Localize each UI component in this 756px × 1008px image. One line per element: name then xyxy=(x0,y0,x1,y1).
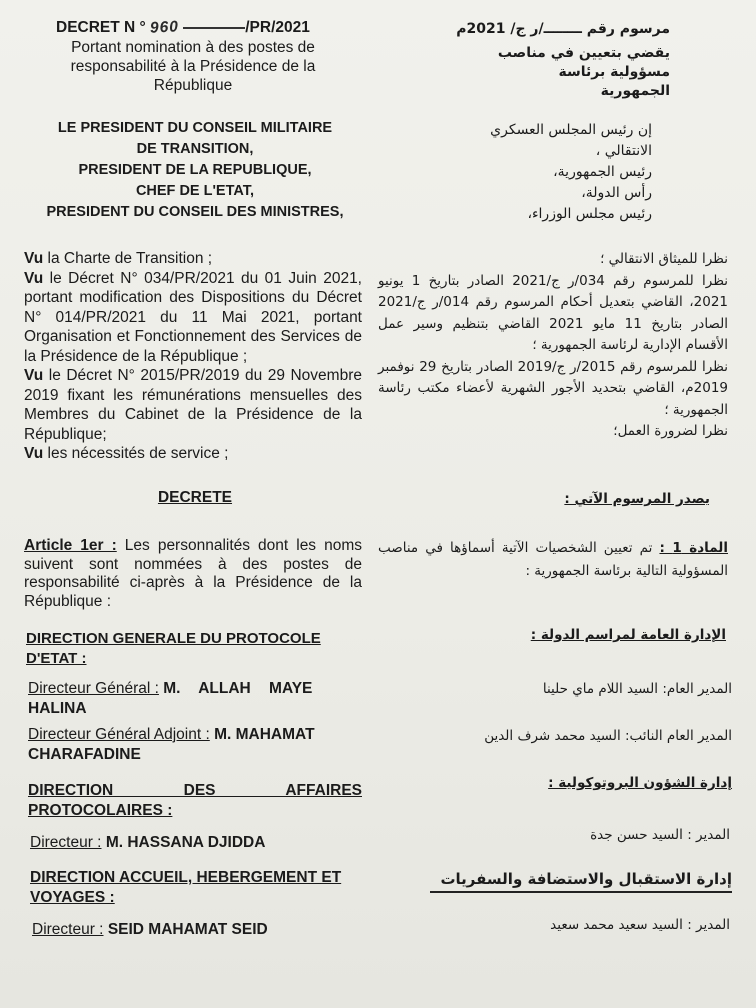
section-title-protocole-ar: الإدارة العامة لمراسم الدولة : xyxy=(530,627,726,643)
person-name: M. MAHAMAT CHARAFADINE xyxy=(28,726,315,763)
president-line-ar: رئيس الجمهورية، xyxy=(553,164,652,180)
role-label: Directeur : xyxy=(32,921,104,938)
entry-directeur-accueil-fr xyxy=(32,920,362,939)
president-line-ar: الانتقالي ، xyxy=(595,143,652,159)
president-line-ar: إن رئيس المجلس العسكري xyxy=(490,122,652,138)
section-title-affaires-fr: DIRECTION DES AFFAIRES PROTOCOLAIRES : xyxy=(28,782,362,819)
entry-directeur-accueil-ar: المدير : السيد سعيد محمد سعيد xyxy=(550,917,730,933)
role-label: Directeur : xyxy=(30,834,102,851)
president-line: LE PRESIDENT DU CONSEIL MILITAIRE xyxy=(57,120,333,136)
president-title-ar xyxy=(470,120,652,225)
president-line: DE TRANSITION, xyxy=(136,141,254,157)
article-1-label-ar: المادة 1 : xyxy=(659,540,728,556)
consideration-item: Vu le Décret N° 2015/PR/2019 du 29 Novembre 2019 fixant les rémunérations mensuelles des Membres du Cabinet de la Présidence de la République; xyxy=(24,367,362,443)
decrete-heading-ar: يصدر المرسوم الآتي : xyxy=(564,491,710,507)
decrete-heading-fr: DECRETE xyxy=(157,489,233,506)
person-name: M. HASSANA DJIDDA xyxy=(105,834,266,851)
consideration-item-ar: نظرا لضرورة العمل؛ xyxy=(613,423,728,439)
handwritten-decree-number: 960 xyxy=(149,18,180,37)
president-line-ar: رأس الدولة، xyxy=(581,185,652,201)
considerations-fr xyxy=(24,249,362,464)
section-title-accueil-fr: DIRECTION ACCUEIL, HEBERGEMENT ET VOYAGES : xyxy=(30,869,342,906)
president-line: CHEF DE L'ETAT, xyxy=(135,183,255,199)
decree-subtitle-ar: يقضي بتعيين في مناصب مسؤولية برئاسة الجمهورية xyxy=(497,45,670,99)
role-label: Directeur Général : xyxy=(28,680,159,697)
section-title-accueil-ar: إدارة الاستقبال والاستضافة والسفريات xyxy=(430,870,732,893)
article-1-label: Article 1er : xyxy=(24,537,117,554)
entry-directeur-general-fr xyxy=(28,679,362,719)
article-1-text: Les personnalités dont les noms suivent sont nommées à des postes de responsabilité ci-après à la Présidence de la République : xyxy=(24,537,362,610)
consideration-item-ar: نظرا للميثاق الانتقالي ؛ xyxy=(600,251,728,267)
president-line: PRESIDENT DU CONSEIL DES MINISTRES, xyxy=(46,204,344,220)
consideration-item-ar: نظرا للمرسوم رقم 2015/ر ج/2019 الصادر بتاريخ 29 نوفمبر 2019م، القاضي بتحديد الأجور الشهرية لأعضاء مكتب رئاسة الجمهورية ؛ xyxy=(378,358,729,418)
president-title-fr xyxy=(30,118,360,223)
president-line-ar: رئيس مجلس الوزراء، xyxy=(527,206,652,222)
decree-number-underline xyxy=(183,27,245,29)
article-1-ar xyxy=(378,537,728,583)
role-label: Directeur Général Adjoint : xyxy=(28,726,210,743)
consideration-item-ar: نظرا للمرسوم رقم 034/ر ج/2021 الصادر بتاريخ 1 يونيو 2021، القاضي بتعديل أحكام المرسوم رقم 014/ر ج/2021 الصادر بتاريخ 11 مايو 2021 القاضي بتنظيم وسير عمل الأقسام الإدارية لرئاسة الجمهورية ؛ xyxy=(378,272,729,353)
decree-number-ar: مرسوم رقم ــــــــ/ر ج/ 2021م xyxy=(456,21,670,37)
person-name: M. ALLAH MAYE HALINA xyxy=(28,680,313,717)
consideration-item: Vu les nécessités de service ; xyxy=(24,445,229,462)
article-1-text-ar: تم تعيين الشخصيات الآتية أسماؤها في مناصب المسؤولية التالية برئاسة الجمهورية : xyxy=(378,540,728,579)
consideration-item: Vu la Charte de Transition ; xyxy=(24,250,213,267)
entry-directeur-affaires-ar: المدير : السيد حسن جدة xyxy=(590,827,730,843)
entry-directeur-affaires-fr xyxy=(30,833,362,852)
entry-directeur-general-adjoint-ar: المدير العام النائب: السيد محمد شرف الدين xyxy=(484,728,732,744)
entry-directeur-general-adjoint-fr xyxy=(28,725,362,765)
decree-number-fr xyxy=(56,18,336,37)
section-title-protocole-fr: DIRECTION GENERALE DU PROTOCOLE D'ETAT : xyxy=(26,630,321,667)
consideration-item: Vu le Décret N° 034/PR/2021 du 01 Juin 2021, portant modification des Dispositions du Décret N° 014/PR/2021 du 11 Mai 2021, portant Organisation et Fonctionnement des Services de la Présidence de la République ; xyxy=(24,269,362,365)
considerations-ar xyxy=(378,249,728,443)
decree-prefix: DECRET N ° xyxy=(56,19,146,36)
entry-directeur-general-ar: المدير العام: السيد اللام ماي حلينا xyxy=(542,681,732,697)
president-line: PRESIDENT DE LA REPUBLIQUE, xyxy=(78,162,312,178)
section-title-affaires-ar: إدارة الشؤون البروتوكولية : xyxy=(548,775,732,791)
decree-subtitle-fr: Portant nomination à des postes de responsabilité à la Présidence de la République xyxy=(70,39,316,94)
person-name: SEID MAHAMAT SEID xyxy=(107,921,268,938)
decree-suffix: /PR/2021 xyxy=(245,19,310,36)
article-1-fr xyxy=(24,537,362,611)
